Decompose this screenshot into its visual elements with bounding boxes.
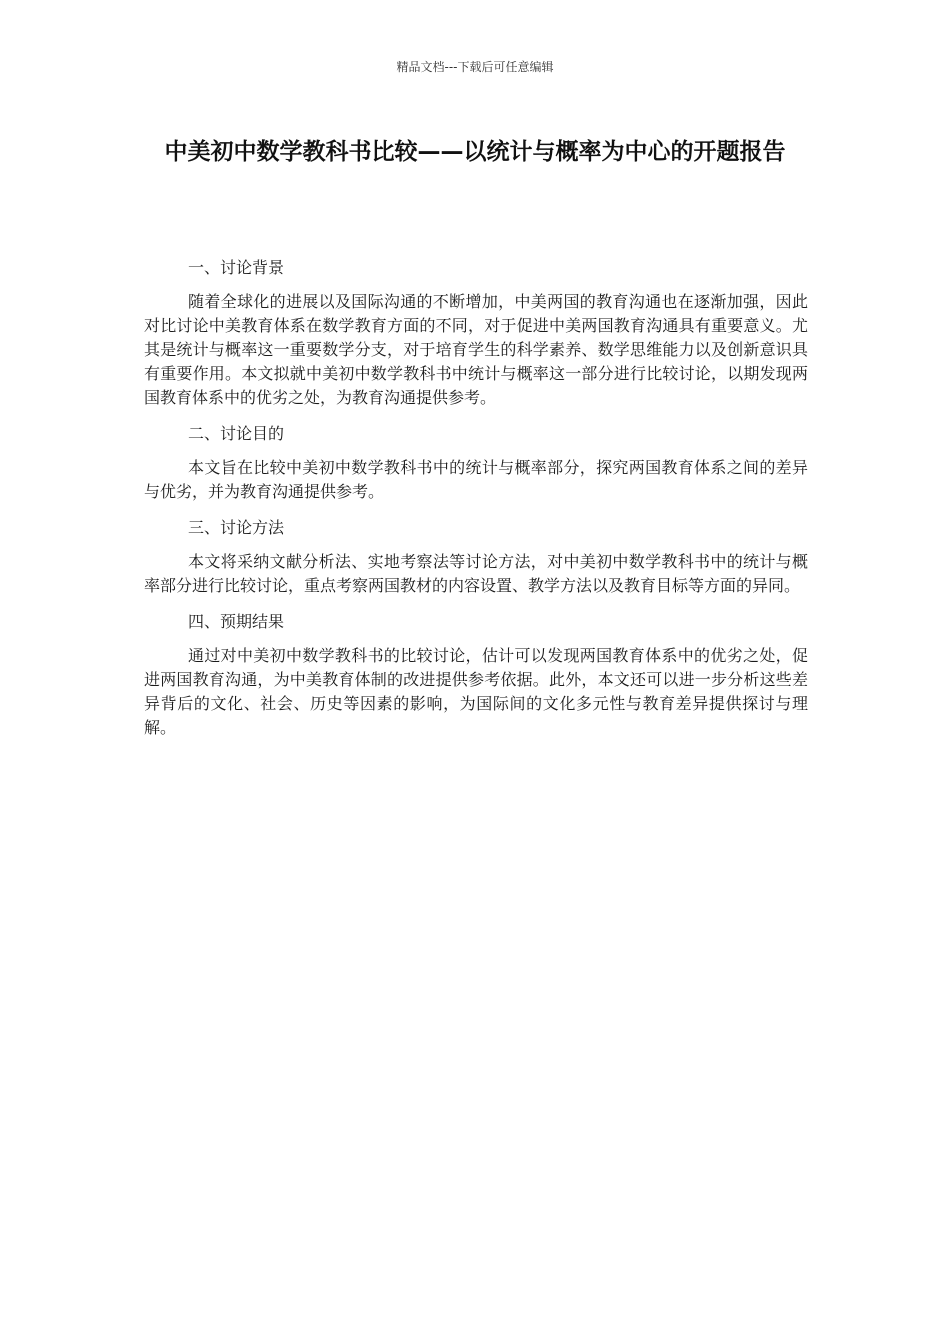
section-heading-expected-results: 四、预期结果 [188,612,285,631]
document-title: 中美初中数学教科书比较——以统计与概率为中心的开题报告 [164,139,786,165]
section-body-expected-results: 通过对中美初中数学教科书的比较讨论，估计可以发现两国教育体系中的优劣之处，促进两国教育沟通，为中美教育体制的改进提供参考依据。此外，本文还可以进一步分析这些差异背后的文化、社会、历史等因素的影响，为国际间的文化多元性与教育差异提供探讨与理解。 [144,646,808,737]
section-body-method: 本文将采纳文献分析法、实地考察法等讨论方法，对中美初中数学教科书中的统计与概率部分进行比较讨论，重点考察两国教材的内容设置、教学方法以及教育目标等方面的异同。 [144,552,808,595]
section-heading-purpose: 二、讨论目的 [188,424,285,443]
section-body-purpose: 本文旨在比较中美初中数学教科书中的统计与概率部分，探究两国教育体系之间的差异与优劣，并为教育沟通提供参考。 [144,458,808,501]
section-heading-method: 三、讨论方法 [188,518,285,537]
document-body [144,256,808,740]
section-heading-background: 一、讨论背景 [188,258,285,277]
section-body-background: 随着全球化的进展以及国际沟通的不断增加，中美两国的教育沟通也在逐渐加强，因此对比讨论中美教育体系在数学教育方面的不同，对于促进中美两国教育沟通具有重要意义。尤其是统计与概率这一重要数学分支，对于培育学生的科学素养、数学思维能力以及创新意识具有重要作用。本文拟就中美初中数学教科书中统计与概率这一部分进行比较讨论，以期发现两国教育体系中的优劣之处，为教育沟通提供参考。 [144,292,808,407]
page-header: 精品文档---下载后可任意编辑 [396,60,554,74]
